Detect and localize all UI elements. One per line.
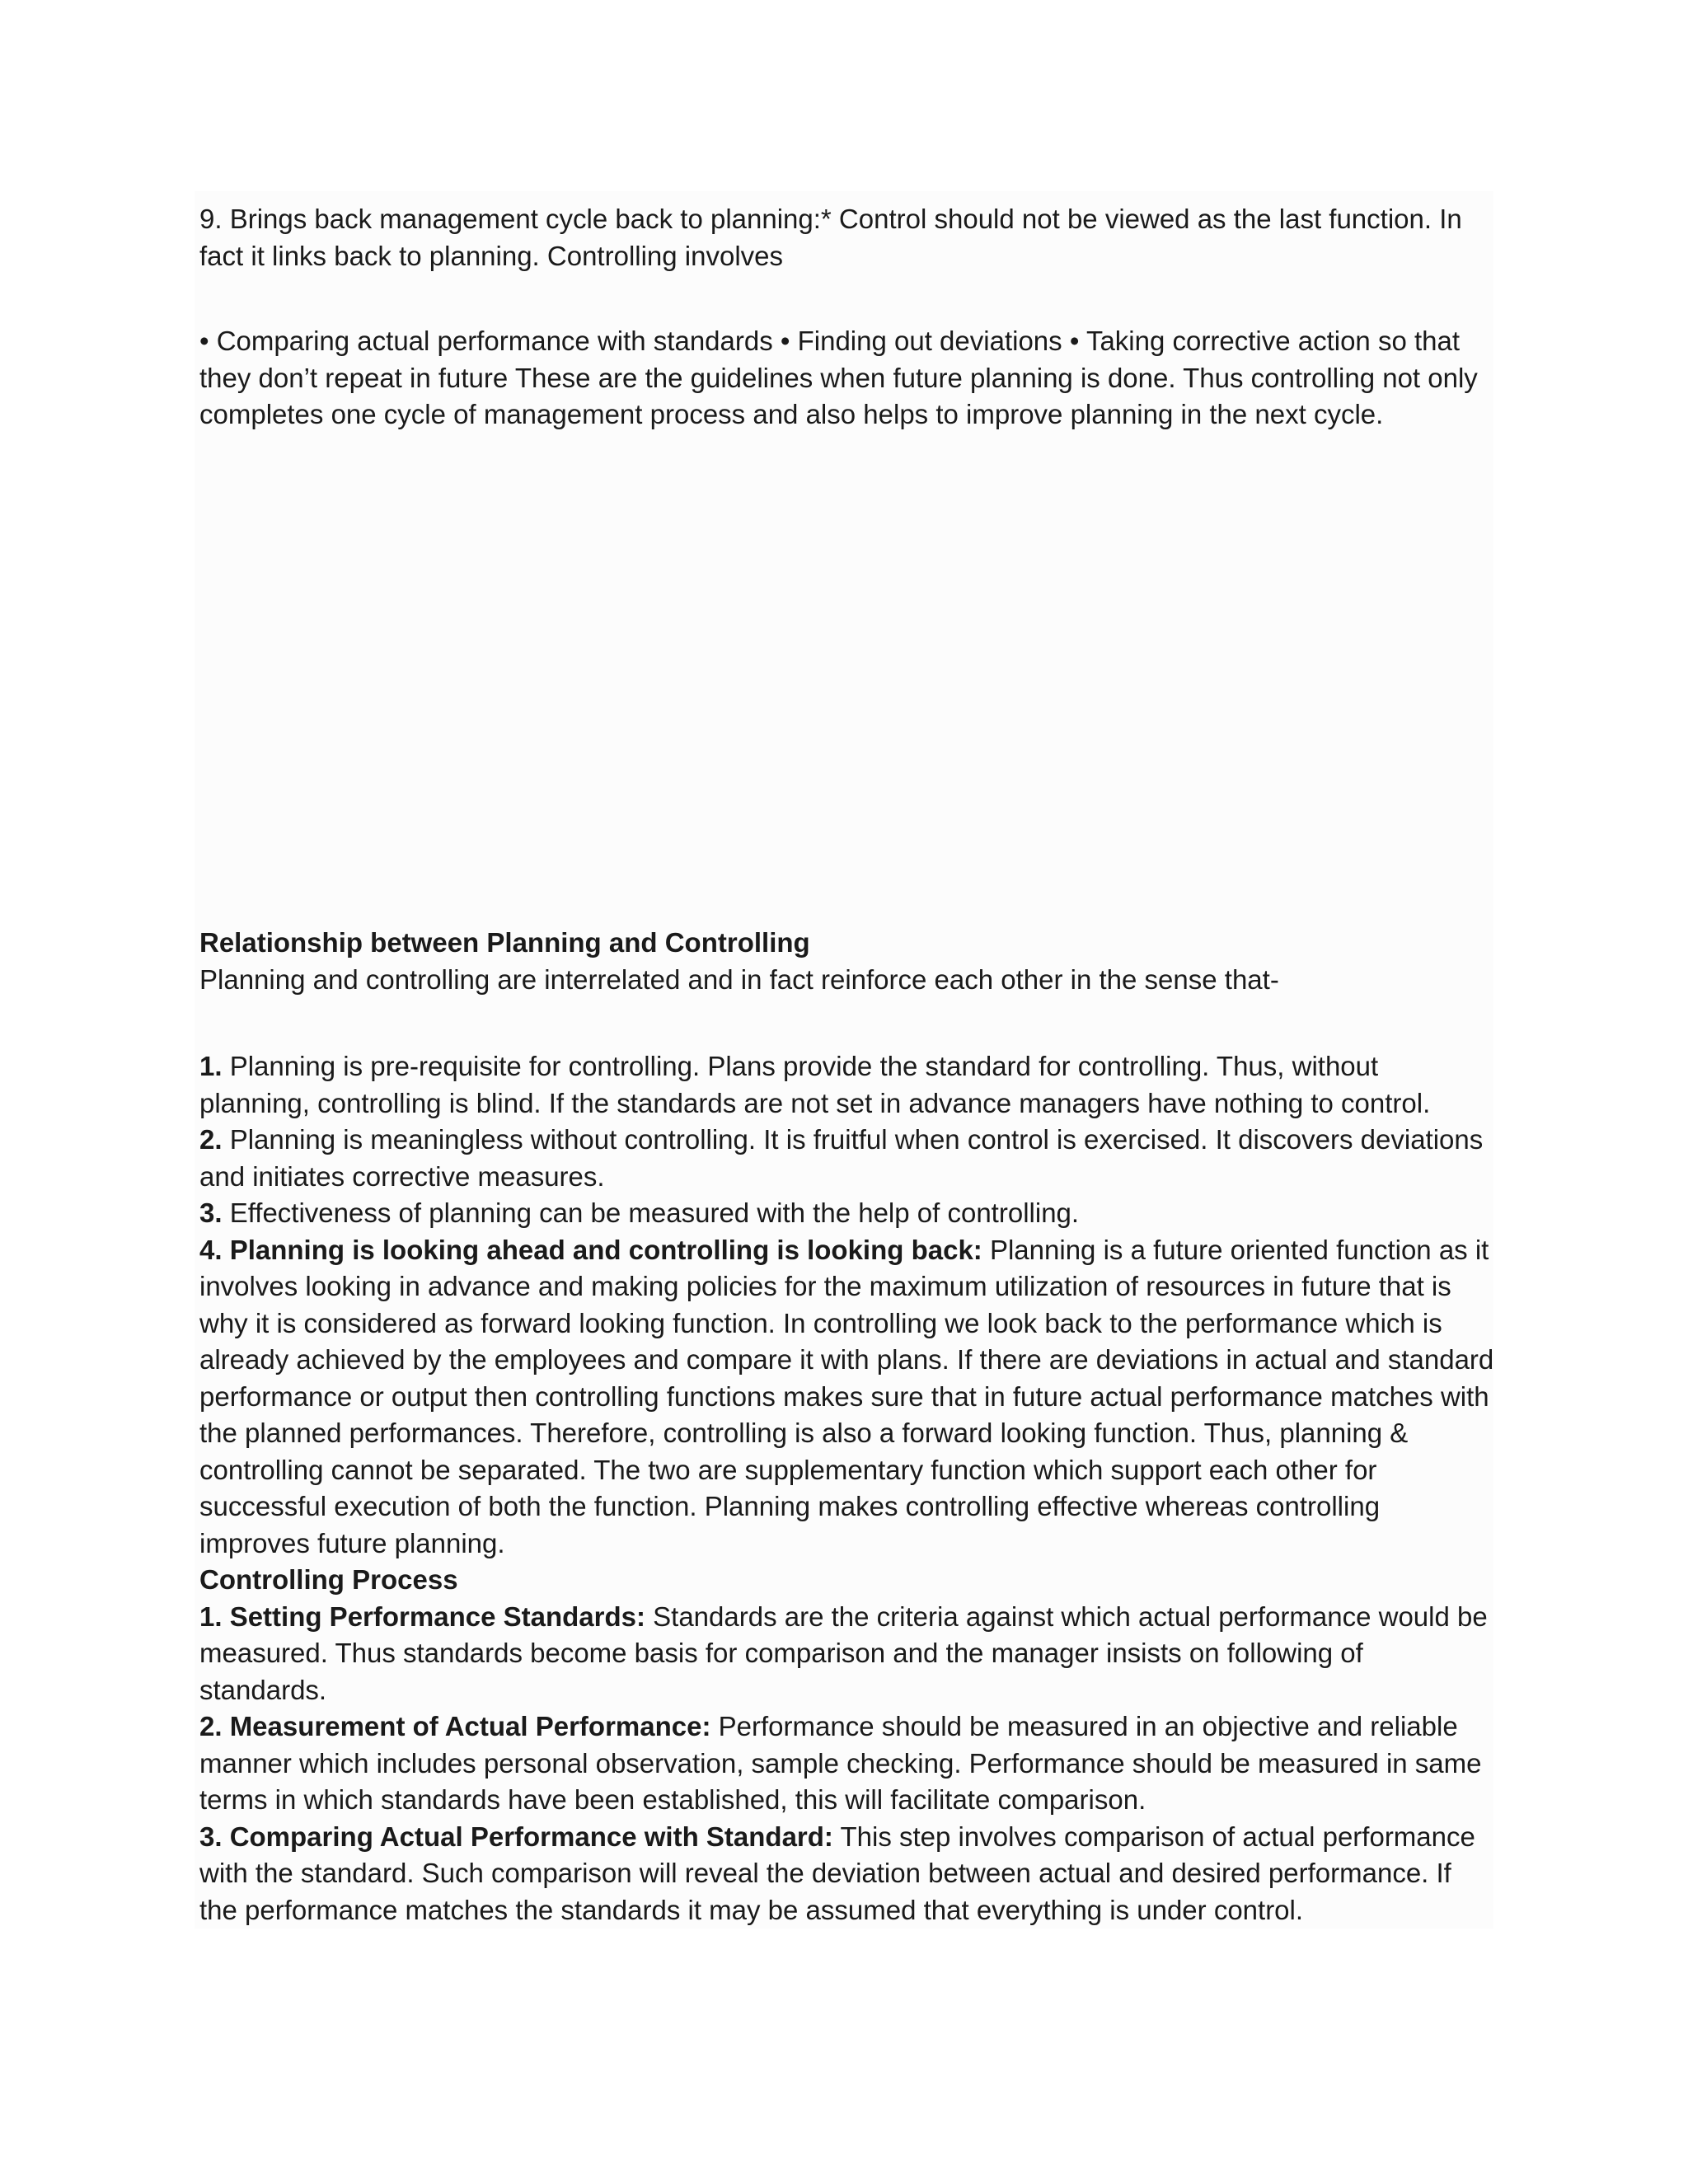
process-step: 2. Measurement of Actual Performance: Performance should be measured in an objective and reliable manner which includes personal observation, sample checking. Performance should be measured in same terms in which standards have been established, this will facilitate comparison.: [199, 1711, 1482, 1815]
process-step: 1. Setting Performance Standards: Standards are the criteria against which actual performance would be measured. Thus standards become basis for comparison and the manager insists on following of standards.: [199, 1601, 1488, 1705]
point-item: 2. Planning is meaningless without controlling. It is fruitful when control is exercised. It discovers deviations and initiates corrective measures.: [199, 1124, 1484, 1192]
point-item: 4. Planning is looking ahead and controlling is looking back: Planning is a future oriented function as it involves looking in advance and making policies for the maximum utilization of resources in future that is why it is considered as forward looking function. In controlling we look back to the performance which is already achieved by the employees and compare it with plans. If there are deviations in actual and standard performance or output then controlling functions makes sure that in future actual performance matches with the planned performances. Therefore, controlling is also a forward looking function. Thus, planning & controlling cannot be separated. The two are supplementary function which support each other for successful execution of both the function. Planning makes controlling effective whereas controlling improves future planning.: [199, 1234, 1494, 1558]
relationship-section: [199, 925, 1495, 998]
point-item: 3. Effectiveness of planning can be measured with the help of controlling.: [199, 1197, 1080, 1228]
bullets-paragraph: [199, 323, 1495, 434]
points-section: [199, 1048, 1495, 1929]
relationship-heading: Relationship between Planning and Controlling: [199, 927, 810, 958]
bullets-text: • Comparing actual performance with standards • Finding out deviations • Taking corrective action so that they don’t repeat in future These are the guidelines when future planning is done. Thus controlling not only completes one cycle of management process and also helps to improve planning in the next cycle.: [199, 326, 1478, 429]
intro-text: 9. Brings back management cycle back to planning:* Control should not be viewed as the last function. In fact it links back to planning. Controlling involves: [199, 204, 1462, 271]
intro-paragraph: [199, 201, 1495, 274]
process-step: 3. Comparing Actual Performance with Standard: This step involves comparison of actual performance with the standard. Such comparison will reveal the deviation between actual and desired performance. If the performance matches the standards it may be assumed that everything is under control.: [199, 1821, 1475, 1925]
relationship-intro: Planning and controlling are interrelated and in fact reinforce each other in the sense that-: [199, 963, 1279, 995]
point-item: 1. Planning is pre-requisite for controlling. Plans provide the standard for controlling. Thus, without planning, controlling is blind. If the standards are not set in advance managers have nothing to control.: [199, 1051, 1431, 1118]
process-heading: Controlling Process: [199, 1564, 458, 1595]
